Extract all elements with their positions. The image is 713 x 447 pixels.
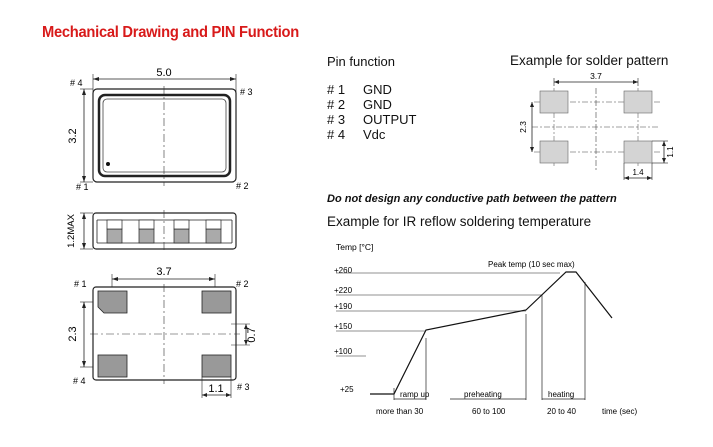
page-title: Mechanical Drawing and PIN Function: [42, 24, 299, 41]
pin-number: # 4: [327, 127, 346, 142]
y-tick-label: +190: [334, 302, 353, 311]
side-view: [66, 210, 236, 253]
solder-pad: [540, 91, 568, 113]
pin-name: OUTPUT: [363, 112, 417, 127]
bottom-pin1-label: # 1: [74, 279, 87, 289]
bottom-pitch-x-label: 3.7: [156, 266, 172, 278]
pin-number: # 1: [327, 82, 346, 97]
solder-pad: [540, 141, 568, 163]
y-tick-label: +150: [334, 322, 353, 331]
y-tick-label: +25: [340, 385, 354, 394]
solder-pattern-heading: Example for solder pattern: [510, 53, 669, 68]
pin-number: # 3: [327, 112, 346, 127]
pin1-marker-dot: [106, 162, 110, 166]
y-tick-label: +260: [334, 266, 353, 275]
bottom-pin2-label: # 2: [236, 279, 249, 289]
pin-name: Vdc: [363, 127, 386, 142]
pin-number: # 2: [327, 97, 346, 112]
pad-width-label: 1.1: [208, 383, 224, 395]
solder-pad-width-label: 1.4: [632, 168, 644, 177]
y-axis-label: Temp [°C]: [336, 242, 374, 252]
pad-height-label: 0.7: [246, 327, 258, 343]
pad-pin1: [98, 291, 127, 313]
reflow-heading: Example for IR reflow soldering temperature: [327, 214, 592, 229]
solder-pad-height-label: 1.1: [666, 146, 675, 158]
solder-pitch-x-label: 3.7: [590, 71, 602, 81]
pin-name: GND: [363, 97, 392, 112]
pad-pin3: [202, 355, 231, 377]
pin-row: [327, 82, 392, 97]
pin-name: GND: [363, 82, 392, 97]
side-height-label: 1.2MAX: [66, 214, 77, 248]
duration-label: 60 to 100: [472, 407, 506, 416]
reflow-profile-curve: [370, 272, 612, 394]
pin-row: [327, 127, 385, 142]
phase-label: heating: [548, 390, 575, 399]
mechanical-drawing: [0, 0, 320, 447]
top-pin4-label: # 4: [70, 78, 83, 88]
design-warning-note: Do not design any conductive path between the pattern: [327, 193, 617, 205]
bottom-view: [67, 266, 258, 398]
solder-pad: [624, 141, 652, 163]
solder-pattern-drawing: [510, 66, 690, 186]
duration-label: more than 30: [376, 407, 424, 416]
phase-label: preheating: [464, 390, 502, 399]
pad-pin2: [202, 291, 231, 313]
phase-label: ramp up: [400, 390, 430, 399]
pin-row: [327, 112, 416, 127]
x-axis-label: time (sec): [602, 407, 638, 416]
y-tick-label: +220: [334, 286, 353, 295]
top-pin3-label: # 3: [240, 87, 253, 97]
pin-row: [327, 97, 392, 112]
bottom-pin4-label: # 4: [73, 376, 86, 386]
bottom-pitch-y-label: 2.3: [67, 326, 79, 342]
reflow-profile-chart: [330, 238, 710, 423]
height-dimension-label: 3.2: [67, 128, 79, 144]
solder-pad: [624, 91, 652, 113]
pad-pin4: [98, 355, 127, 377]
solder-pitch-y-label: 2.3: [518, 121, 528, 133]
top-pin2-label: # 2: [236, 181, 249, 191]
peak-temp-label: Peak temp (10 sec max): [488, 260, 575, 269]
y-tick-label: +100: [334, 347, 353, 356]
top-pin1-label: # 1: [76, 182, 89, 192]
top-view: [67, 67, 253, 192]
pin-function-heading: Pin function: [327, 54, 395, 69]
bottom-pin3-label: # 3: [237, 382, 250, 392]
duration-label: 20 to 40: [547, 407, 576, 416]
width-dimension-label: 5.0: [156, 67, 172, 79]
